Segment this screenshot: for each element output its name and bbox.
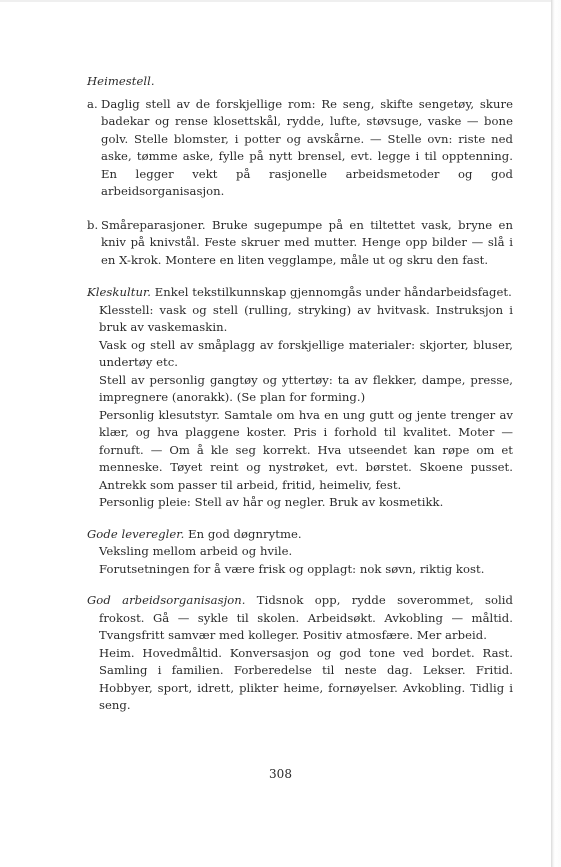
section-arbeidsorganisasjon — [87, 592, 513, 715]
page-number: 308 — [269, 767, 292, 781]
list-item-a-text: Daglig stell av de forskjellige rom: Re seng, skifte sengetøy, skure badekar og rense klosettskål, rydde, lufte, støvsuge, vaske — bone golv. Stelle blomster, i potter og avskårne. — Stelle ovn: riste ned aske, tømme aske, fylle på nytt brensel, evt. legge i til opptenning. En legger vekt på rasjonelle arbeidsmetoder og god arbeidsorganisasjon. — [101, 96, 513, 198]
arbeidsorganisasjon-intro-text: Tidsnok opp, rydde soverommet, solid frokost. Gå — sykle til skolen. Arbeidsøkt. Avkobling — måltid. Tvangsfritt samvær med kolleger. Positiv atmosfære. Mer arbeid. — [99, 593, 513, 642]
leveregler-intro-paragraph — [87, 526, 513, 544]
page-body — [87, 73, 513, 729]
arbeidsorganisasjon-intro-paragraph — [87, 592, 513, 645]
leveregler-paragraph: Veksling mellom arbeid og hvile. — [99, 544, 293, 558]
list-item-b-text: Småreparasjoner. Bruke sugepumpe på en tiltettet vask, bryne en kniv på knivstål. Feste skruer med mutter. Henge opp bilder — slå i en X-krok. Montere en liten vegglampe, måle ut og skru den fast. — [101, 217, 513, 267]
kleskultur-title: Kleskultur. — [87, 285, 152, 299]
section-leveregler — [87, 526, 513, 579]
page-top-edge — [0, 0, 551, 2]
kleskultur-intro-text: Enkel tekstilkunnskap gjennomgås under håndarbeidsfaget. — [151, 285, 512, 299]
list-marker-b: b. — [87, 217, 99, 232]
kleskultur-intro-paragraph — [87, 284, 513, 302]
kleskultur-paragraph: Klesstell: vask og stell (rulling, stryking) av hvitvask. Instruksjon i bruk av vaskemaskin. — [99, 302, 513, 334]
kleskultur-paragraph: Vask og stell av småplagg av forskjellige materialer: skjorter, bluser, undertøy etc. — [99, 337, 513, 369]
leveregler-intro-text: En god døgnrytme. — [184, 526, 302, 541]
kleskultur-paragraph: Personlig pleie: Stell av hår og negler. Bruk av kosmetikk. — [99, 495, 444, 509]
list-marker-a: a. — [87, 96, 98, 111]
kleskultur-paragraph: Personlig klesutstyr. Samtale om hva en ung gutt og jente trenger av klær, og hva plaggene koster. Pris i forhold til kvalitet. Moter — fornuft. — Om å kle seg korrekt. Hva utseendet kan røpe om et menneske. Tøyet reint og nystrøket, evt. børstet. Skoene pusset. Antrekk som passer til arbeid, fritid, heimeliv, fest. — [99, 407, 513, 492]
section-kleskultur — [87, 284, 513, 512]
list-item-b — [87, 217, 513, 270]
page-edge-shadow — [551, 0, 561, 867]
leveregler-title: Gode leveregler. — [87, 526, 185, 541]
leveregler-paragraph: Forutsetningen for å være frisk og opplagt: nok søvn, riktig kost. — [99, 561, 485, 576]
arbeidsorganisasjon-paragraph: Heim. Hovedmåltid. Konversasjon og god tone ved bordet. Rast. Samling i familien. Forberedelse til neste dag. Lekser. Fritid. Hobbyer, sport, idrett, plikter heime, fornøyelser. Avkobling. Tidlig i seng. — [99, 645, 513, 712]
kleskultur-paragraph: Stell av personlig gangtøy og yttertøy: ta av flekker, dampe, presse, impregnere (anorakk). (Se plan for forming.) — [99, 372, 513, 404]
list-item-a — [87, 96, 513, 201]
section-heading-heimestell: Heimestell. — [87, 74, 155, 88]
arbeidsorganisasjon-title: God arbeidsorganisasjon. — [87, 593, 246, 607]
